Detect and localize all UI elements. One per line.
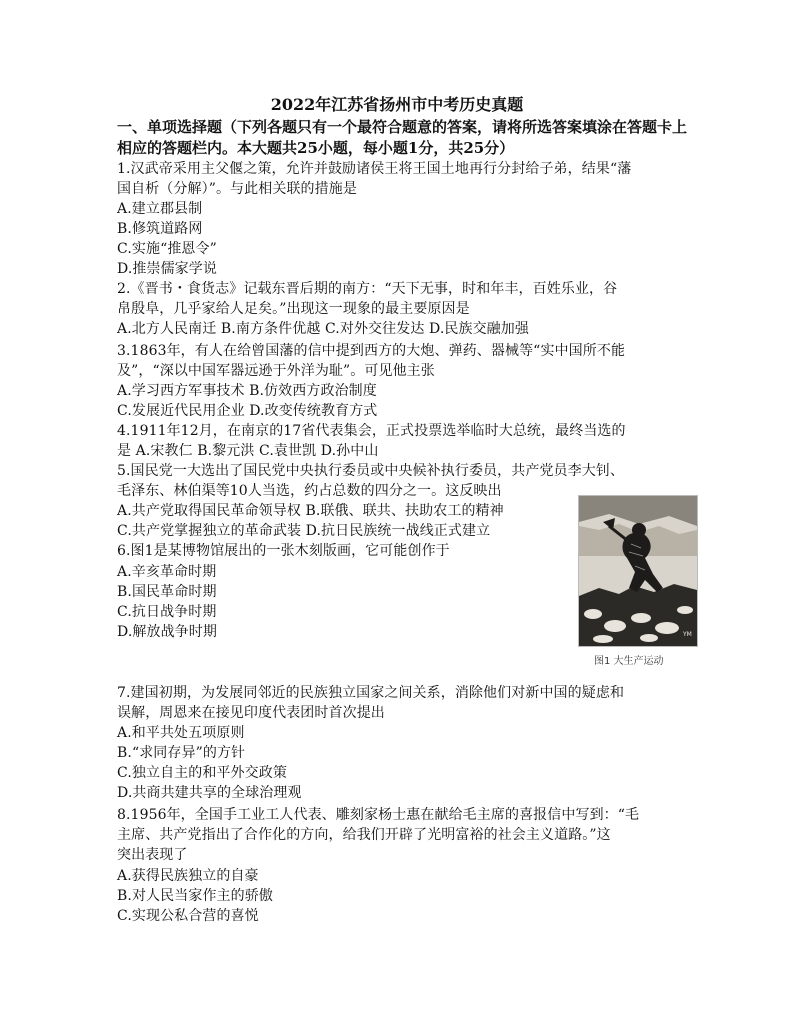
question-6-option-b: B.国民革命时期 xyxy=(117,584,217,600)
question-6-option-a: A.辛亥革命时期 xyxy=(117,564,217,580)
question-5-options-ab: A.共产党取得国民革命领导权 B.联俄、联共、扶助农工的精神 xyxy=(117,503,504,519)
question-8-stem-line3: 突出表现了 xyxy=(117,847,188,863)
question-7-stem-line1: 7.建国初期，为发展同邻近的民族独立国家之间关系，消除他们对新中国的疑虑和 xyxy=(117,685,625,701)
question-6-stem: 6.图1是某博物馆展出的一张木刻版画，它可能创作于 xyxy=(117,543,450,559)
question-8-option-b: B.对人民当家作主的骄傲 xyxy=(117,888,273,904)
question-1-option-b: B.修筑道路网 xyxy=(117,221,203,237)
question-3-options-cd: C.发展近代民用企业 D.改变传统教育方式 xyxy=(117,403,378,419)
section-heading: 一、单项选择题（下列各题只有一个最符合题意的答案，请将所选答案填涂在答题卡上相应的答题栏内。本大题共25小题，每小题1分，共25分） xyxy=(117,118,688,157)
question-7-option-c: C.独立自主的和平外交政策 xyxy=(117,765,287,781)
question-7-option-d: D.共商共建共享的全球治理观 xyxy=(117,785,302,801)
question-1-stem-line1: 1.汉武帝采用主父偃之策，允许并鼓励诸侯王将王国土地再行分封给子弟，结果“藩 xyxy=(117,161,632,177)
question-8-stem-line1: 8.1956年，全国手工业工人代表、雕刻家杨士惠在献给毛主席的喜报信中写到：“毛 xyxy=(117,807,640,823)
question-5-stem-line2: 毛泽东、林伯渠等10人当选，约占总数的四分之一。这反映出 xyxy=(117,483,502,499)
question-8-option-a: A.获得民族独立的自豪 xyxy=(117,868,259,884)
question-1-stem-line2: 国自析（分解）”。与此相关联的措施是 xyxy=(117,181,357,197)
question-6-option-d: D.解放战争时期 xyxy=(117,624,217,640)
woodcut-figure xyxy=(578,495,698,647)
question-2-stem-line2: 帛殷阜，几乎家给人足矣。”出现这一现象的最主要原因是 xyxy=(117,301,470,317)
question-3-stem-line1: 3.1863年，有人在给曾国藩的信中提到西方的大炮、弹药、器械等“实中国所不能 xyxy=(117,343,626,359)
question-1-option-c: C.实施“推恩令” xyxy=(117,241,217,257)
question-8-stem-line2: 主席、共产党指出了合作化的方向，给我们开辟了光明富裕的社会主义道路。”这 xyxy=(117,827,611,843)
woodcut-print-illustration xyxy=(579,496,697,646)
question-7-stem-line2: 误解，周恩来在接见印度代表团时首次提出 xyxy=(117,705,385,721)
question-7-option-a: A.和平共处五项原则 xyxy=(117,725,245,741)
question-8-option-c: C.实现公私合营的喜悦 xyxy=(117,908,259,924)
question-7-option-b: B.“求同存异”的方针 xyxy=(117,745,246,761)
question-1-option-a: A.建立郡县制 xyxy=(117,201,203,217)
question-1-option-d: D.推崇儒家学说 xyxy=(117,261,217,277)
question-4-stem-line2: 是 A.宋教仁 B.黎元洪 C.袁世凯 D.孙中山 xyxy=(117,443,379,459)
question-2-stem-line1: 2.《晋书・食货志》记载东晋后期的南方：“天下无事，时和年丰，百姓乐业，谷 xyxy=(117,281,618,297)
question-3-stem-line2: 及”，“深以中国军器远逊于外洋为耻”。可见他主张 xyxy=(117,363,435,379)
artist-signature: YM xyxy=(683,631,692,638)
question-6-option-c: C.抗日战争时期 xyxy=(117,604,217,620)
question-4-stem-line1: 4.1911年12月，在南京的17省代表集会，正式投票选举临时大总统，最终当选的 xyxy=(117,423,626,439)
exam-title: 2022年江苏省扬州市中考历史真题 xyxy=(270,95,524,114)
question-5-options-cd: C.共产党掌握独立的革命武装 D.抗日民族统一战线正式建立 xyxy=(117,523,491,539)
question-5-stem-line1: 5.国民党一大选出了国民党中央执行委员或中央候补执行委员，共产党员李大钊、 xyxy=(117,463,625,479)
question-2-options: A.北方人民南迁 B.南方条件优越 C.对外交往发达 D.民族交融加强 xyxy=(117,321,529,337)
figure-caption: 图1 大生产运动 xyxy=(594,656,664,667)
question-3-options-ab: A.学习西方军事技术 B.仿效西方政治制度 xyxy=(117,383,377,399)
